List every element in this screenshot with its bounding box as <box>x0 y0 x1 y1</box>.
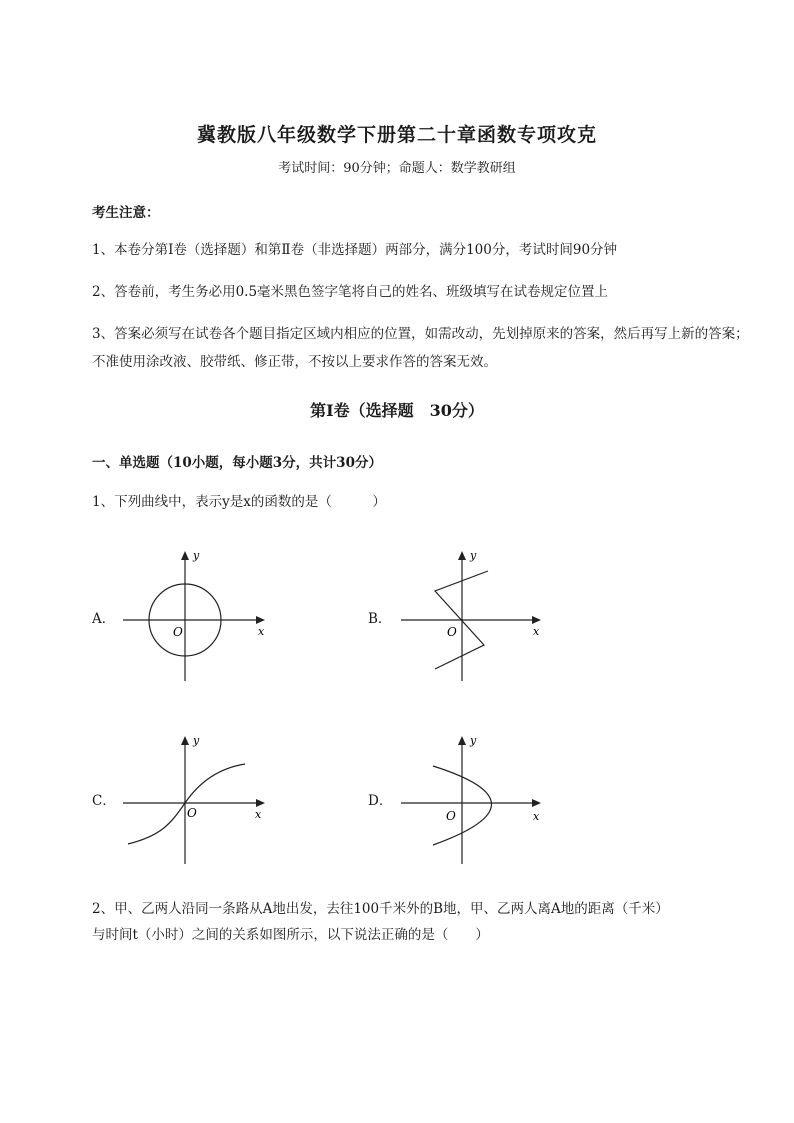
origin-label: O <box>187 806 197 820</box>
origin-label: O <box>446 809 456 823</box>
option-b-label: B． <box>368 611 392 627</box>
axis-x-label: x <box>258 625 265 638</box>
graph-a-circle <box>115 545 275 687</box>
axis-x-label: x <box>255 808 262 821</box>
origin-label: O <box>447 625 457 639</box>
axis-x-label: x <box>533 810 540 823</box>
option-d-label: D． <box>368 793 393 809</box>
axis-x-label: x <box>533 625 540 638</box>
graph-b-zigzag <box>395 545 555 687</box>
question-2-line-2: 与时间t（小时）之间的关系如图所示，以下说法正确的是（ ） <box>92 927 489 943</box>
notes-heading: 考生注意： <box>92 205 160 221</box>
axis-y-label: y <box>470 549 477 562</box>
note-item-2: 2、答卷前，考生务必用0.5毫米黑色签字笔将自己的姓名、班级填写在试卷规定位置上 <box>92 284 609 300</box>
question-2-line-1: 2、甲、乙两人沿同一条路从A地出发，去往100千米外的B地，甲、乙两人离A地的距离（千米） <box>92 901 669 917</box>
question-1-text: 1、下列曲线中，表示y是x的函数的是（ ） <box>92 494 386 510</box>
page-title: 冀教版八年级数学下册第二十章函数专项攻克 <box>196 124 597 146</box>
axis-y-label: y <box>193 734 200 747</box>
graph-d-sideways-parabola <box>395 730 555 870</box>
option-c-label: C． <box>92 793 116 809</box>
exam-info: 考试时间：90分钟；命题人：数学教研组 <box>278 161 516 176</box>
section-title: 第I卷（选择题 30分） <box>310 401 484 420</box>
axis-y-label: y <box>470 734 477 747</box>
axis-y-label: y <box>193 549 200 562</box>
graph-c-s-curve <box>115 730 275 870</box>
note-item-1: 1、本卷分第I卷（选择题）和第Ⅱ卷（非选择题）两部分，满分100分，考试时间90分钟 <box>92 242 618 258</box>
origin-label: O <box>173 625 183 639</box>
part-heading: 一、单选题（10小题，每小题3分，共计30分） <box>92 455 382 471</box>
note-item-3: 3、答案必须写在试卷各个题目指定区域内相应的位置，如需改动，先划掉原来的答案，然后再写上新的答案；不准使用涂改液、胶带纸、修正带，不按以上要求作答的答案无效。 <box>92 326 749 370</box>
option-a-label: A． <box>92 611 116 627</box>
